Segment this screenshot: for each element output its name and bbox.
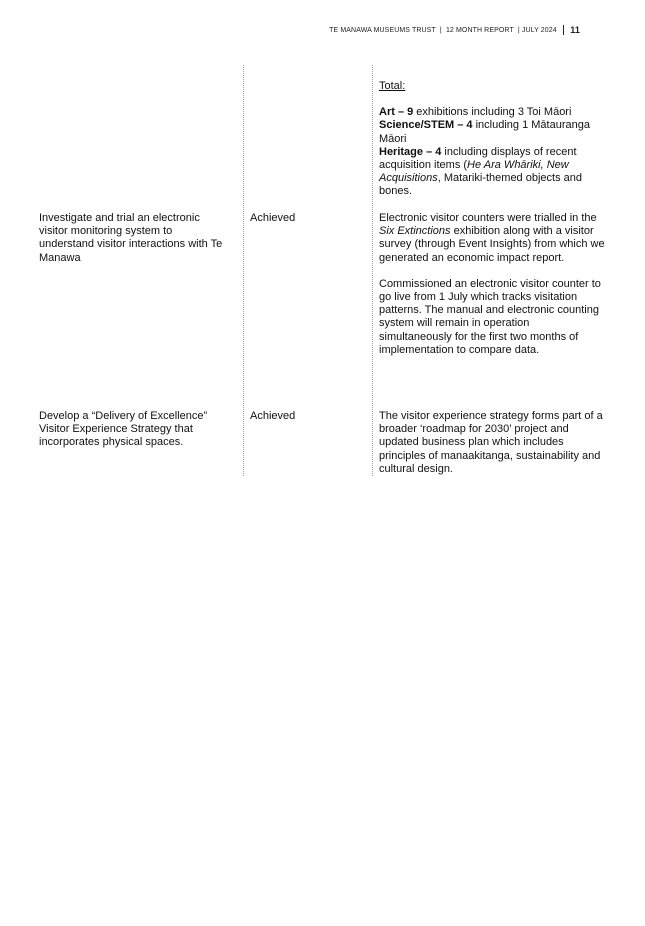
outcome-paragraph: Commissioned an electronic visitor counter to go live from 1 July which tracks visitation patterns. The manual and electronic counting system will remain in operation simultaneously for the first two months of implementation to compare data. <box>379 277 601 356</box>
table-cell-outcome <box>379 80 605 199</box>
column-divider <box>243 65 244 476</box>
table-cell-outcome: The visitor experience strategy forms part of a broader ‘roadmap for 2030’ project and updated business plan which includes principles of manaakitanga, sustainability and cultural design. <box>379 410 603 475</box>
header-report: 12 MONTH REPORT <box>445 26 514 34</box>
table-cell-action: Investigate and trial an electronic visitor monitoring system to understand visitor interactions with Te Manawa <box>39 212 223 264</box>
status-text: Achieved <box>250 410 296 422</box>
header-divider <box>563 25 565 35</box>
total-label: Total: <box>379 80 406 92</box>
header-org: TE MANAWA MUSEUMS TRUST <box>329 26 436 34</box>
header-separator: | <box>435 26 446 34</box>
outcome-paragraph: Electronic visitor counters were trialled in the Six Extinctions exhibition along with a visitor survey (through Event Insights) from which we generated an economic impact report. <box>379 212 605 264</box>
science-line: Science/STEM – 4 including 1 Mātauranga Māori <box>379 119 590 145</box>
status-text: Achieved <box>250 212 296 224</box>
heritage-line: Heritage – 4 including displays of recent acquisition items (He Ara Whāriki, New Acquisitions, Matariki-themed objects and bones. <box>379 145 582 198</box>
column-divider <box>372 65 373 476</box>
page-number: 11 <box>570 25 580 35</box>
running-header <box>329 25 580 35</box>
header-separator: | <box>513 26 522 34</box>
table-cell-action: Develop a “Delivery of Excellence” Visitor Experience Strategy that incorporates physical spaces. <box>39 410 208 449</box>
art-line: Art – 9 exhibitions including 3 Toi Māori <box>379 106 572 119</box>
header-date: JULY 2024 <box>521 26 557 34</box>
table-cell-outcome <box>379 212 605 357</box>
